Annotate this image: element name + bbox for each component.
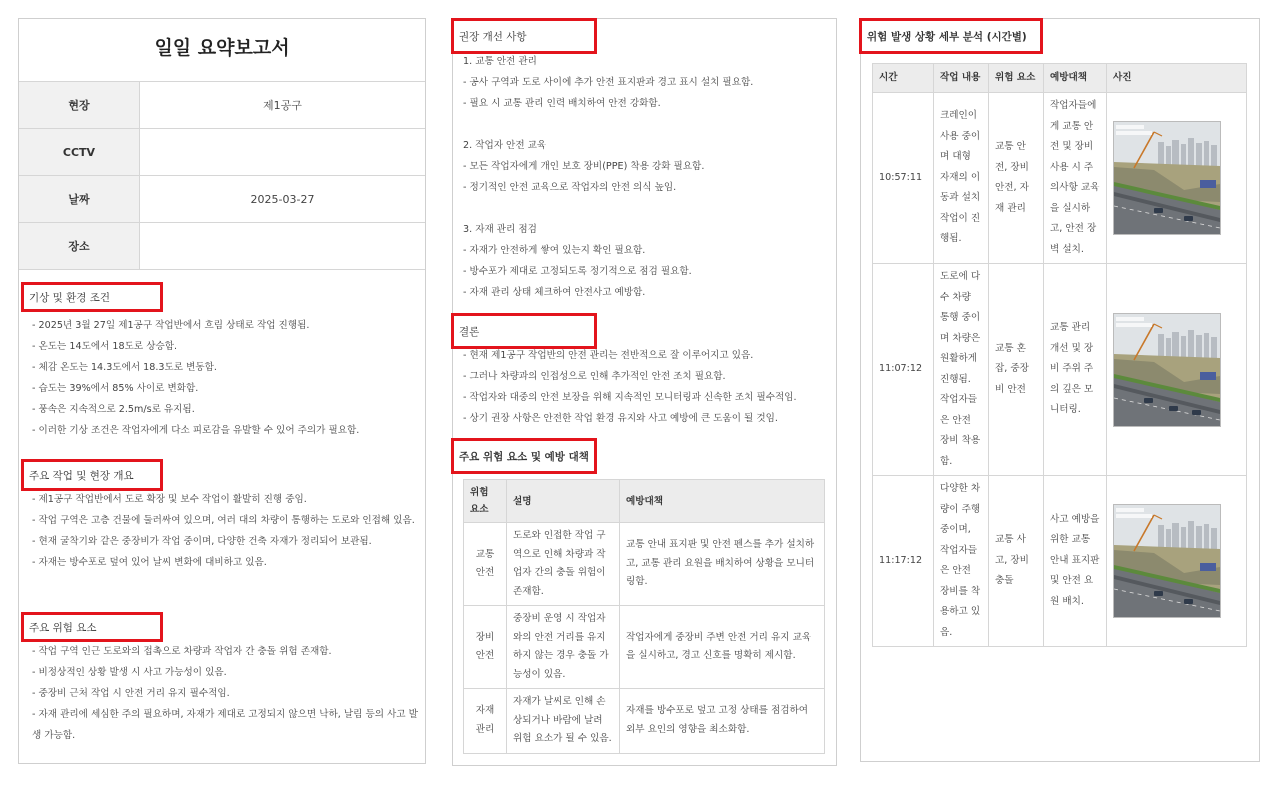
row-prevent: 작업자들에게 교통 안전 및 장비 사용 시 주의사항 교육을 실시하고, 안전 장벽 설치.: [1044, 93, 1107, 264]
risk-heading: 주요 위험 요소: [21, 612, 163, 642]
improve-line: 1. 교통 안전 관리: [463, 56, 537, 67]
conclusion-line: - 상기 권장 사항은 안전한 작업 환경 유지와 사고 예방에 큰 도움이 될 것임.: [463, 413, 778, 424]
improve-line: - 자재가 안전하게 쌓여 있는지 확인 필요함.: [463, 245, 646, 256]
weather-heading: 기상 및 환경 조건: [21, 282, 163, 312]
weather-line: - 온도는 14도에서 18도로 상승함.: [32, 341, 178, 352]
cctv-scene-image: [1114, 122, 1220, 234]
table-row: [464, 689, 825, 754]
row-time: 10:57:11: [873, 93, 934, 264]
weather-line: - 습도는 39%에서 85% 사이로 변화함.: [32, 383, 199, 394]
info-label: CCTV: [19, 129, 140, 176]
conclusion-heading: 결론: [451, 313, 597, 349]
row-work: 다양한 차량이 주행 중이며, 작업자들은 안전 장비를 착용하고 있음.: [934, 476, 989, 647]
info-table: [19, 81, 425, 270]
risk-factor: 자재 관리: [464, 689, 507, 754]
risk-desc: 중장비 운영 시 작업자와의 안전 거리를 유지하지 않는 경우 충돌 가능성이 있음.: [507, 606, 620, 689]
improve-line: - 자재 관리 상태 체크하여 안전사고 예방함.: [463, 287, 646, 298]
risk-prevention-table: [463, 479, 825, 754]
info-value: 제1공구: [140, 82, 426, 129]
risk-desc: 자재가 날씨로 인해 손상되거나 바람에 날려 위험 요소가 될 수 있음.: [507, 689, 620, 754]
table-row: [873, 93, 1247, 264]
improve-line: - 정기적인 안전 교육으로 작업자의 안전 의식 높임.: [463, 182, 677, 193]
weather-lines: [32, 315, 422, 441]
info-row-cctv: [19, 129, 425, 176]
risk-factor: 교통 안전: [464, 523, 507, 606]
improve-line: - 방수포가 제대로 고정되도록 정기적으로 점검 필요함.: [463, 266, 692, 277]
row-photo-cell: [1107, 476, 1247, 647]
weather-line: - 풍속은 지속적으로 2.5m/s로 유지됨.: [32, 404, 195, 415]
risk-lines: [32, 641, 420, 746]
row-photo-cell: [1107, 93, 1247, 264]
info-row-site: [19, 82, 425, 129]
weather-line: - 체감 온도는 14.3도에서 18.3도로 변동함.: [32, 362, 217, 373]
conclusion-line: - 그러나 차량과의 인접성으로 인해 추가적인 안전 조치 필요함.: [463, 371, 726, 382]
risk-desc: 도로와 인접한 작업 구역으로 인해 차량과 작업자 간의 충돌 위험이 존재함.: [507, 523, 620, 606]
risk-line: - 자재 관리에 세심한 주의 필요하며, 자재가 제대로 고정되지 않으면 낙하, 날림 등의 사고 발생 가능함.: [32, 709, 418, 741]
risk-line: - 중장비 근처 작업 시 안전 거리 유지 필수적임.: [32, 688, 230, 699]
improve-line: - 필요 시 교통 관리 인력 배치하여 안전 강화함.: [463, 98, 661, 109]
table-row: [464, 523, 825, 606]
work-heading: 주요 작업 및 현장 개요: [21, 459, 163, 491]
info-value: [140, 129, 426, 176]
cctv-photo[interactable]: [1113, 313, 1221, 427]
info-label: 날짜: [19, 176, 140, 223]
col-header-desc: 설명: [507, 480, 620, 523]
col-header-work: 작업 내용: [934, 64, 989, 93]
timeline-table: [872, 63, 1247, 647]
work-line: - 작업 구역은 고층 건물에 둘러싸여 있으며, 여러 대의 차량이 통행하는 도로와 인접해 있음.: [32, 515, 415, 526]
improve-line: [463, 198, 833, 219]
report-page-2: [452, 18, 837, 766]
row-work: 도로에 다수 차량 통행 중이며 차량은 원활하게 진행됨. 작업자들은 안전 장비 착용함.: [934, 264, 989, 476]
risk-line: - 작업 구역 인근 도로와의 접촉으로 차량과 작업자 간 충돌 위험 존재함.: [32, 646, 332, 657]
row-time: 11:17:12: [873, 476, 934, 647]
report-page-3: [860, 18, 1260, 762]
risk-table-heading: 주요 위험 요소 및 예방 대책: [451, 438, 597, 474]
row-risk: 교통 혼잡, 중장비 안전: [989, 264, 1044, 476]
weather-line: - 이러한 기상 조건은 작업자에게 다소 피로감을 유발할 수 있어 주의가 필요함.: [32, 425, 360, 436]
improve-heading: 권장 개선 사항: [451, 18, 597, 54]
timeline-heading: 위험 발생 상황 세부 분석 (시간별): [859, 18, 1043, 54]
risk-prevent: 자재를 방수포로 덮고 고정 상태를 점검하여 외부 요인의 영향을 최소화함.: [620, 689, 825, 754]
col-header-photo: 사진: [1107, 64, 1247, 93]
risk-factor: 장비 안전: [464, 606, 507, 689]
col-header-prevent: 예방대책: [620, 480, 825, 523]
row-work: 크레인이 사용 중이며 대형 자재의 이동과 설치 작업이 진행됨.: [934, 93, 989, 264]
cctv-photo[interactable]: [1113, 121, 1221, 235]
cctv-photo[interactable]: [1113, 504, 1221, 618]
row-prevent: 사고 예방을 위한 교통 안내 표지판 및 안전 요원 배치.: [1044, 476, 1107, 647]
risk-prevent: 교통 안내 표지판 및 안전 펜스를 추가 설치하고, 교통 관리 요원을 배치하여 상황을 모니터링함.: [620, 523, 825, 606]
conclusion-line: - 작업자와 대중의 안전 보장을 위해 지속적인 모니터링과 신속한 조치 필수적임.: [463, 392, 797, 403]
risk-line: - 비정상적인 상황 발생 시 사고 가능성이 있음.: [32, 667, 227, 678]
row-risk: 교통 사고, 장비 충돌: [989, 476, 1044, 647]
row-time: 11:07:12: [873, 264, 934, 476]
work-lines: [32, 489, 420, 573]
report-title: 일일 요약보고서: [154, 37, 290, 59]
risk-table-header-row: [464, 480, 825, 523]
col-header-factor: 위험 요소: [464, 480, 507, 523]
info-label: 현장: [19, 82, 140, 129]
col-header-prevent: 예방대책: [1044, 64, 1107, 93]
cctv-scene-image: [1114, 314, 1220, 426]
table-row: [873, 264, 1247, 476]
table-row: [464, 606, 825, 689]
improve-line: - 모든 작업자에게 개인 보호 장비(PPE) 착용 강화 필요함.: [463, 161, 705, 172]
table-row: [873, 476, 1247, 647]
work-line: - 자재는 방수포로 덮여 있어 날씨 변화에 대비하고 있음.: [32, 557, 267, 568]
improve-line: - 공사 구역과 도로 사이에 추가 안전 표지판과 경고 표시 설치 필요함.: [463, 77, 754, 88]
improve-line: [463, 114, 833, 135]
improve-line: 3. 자재 관리 점검: [463, 224, 537, 235]
weather-line: - 2025년 3월 27일 제1공구 작업반에서 흐림 상태로 작업 진행됨.: [32, 320, 310, 331]
work-line: - 현재 굴착기와 같은 중장비가 작업 중이며, 다양한 건축 자재가 정리되어 보관됨.: [32, 536, 372, 547]
info-row-location: [19, 223, 425, 270]
risk-prevent: 작업자에게 중장비 주변 안전 거리 유지 교육을 실시하고, 경고 신호를 명확히 제시함.: [620, 606, 825, 689]
conclusion-lines: [463, 345, 835, 429]
improve-lines: [463, 51, 833, 303]
info-value: [140, 223, 426, 270]
timeline-header-row: [873, 64, 1247, 93]
info-label: 장소: [19, 223, 140, 270]
col-header-time: 시간: [873, 64, 934, 93]
info-row-date: [19, 176, 425, 223]
report-page-1: [18, 18, 426, 764]
col-header-risk: 위험 요소: [989, 64, 1044, 93]
conclusion-line: - 현재 제1공구 작업반의 안전 관리는 전반적으로 잘 이루어지고 있음.: [463, 350, 754, 361]
cctv-scene-image: [1114, 505, 1220, 617]
row-risk: 교통 안전, 장비 안전, 자재 관리: [989, 93, 1044, 264]
row-prevent: 교통 관리 개선 및 장비 주위 주의 깊은 모니터링.: [1044, 264, 1107, 476]
row-photo-cell: [1107, 264, 1247, 476]
info-value: 2025-03-27: [140, 176, 426, 223]
work-line: - 제1공구 작업반에서 도로 확장 및 보수 작업이 활발히 진행 중임.: [32, 494, 307, 505]
improve-line: 2. 작업자 안전 교육: [463, 140, 547, 151]
